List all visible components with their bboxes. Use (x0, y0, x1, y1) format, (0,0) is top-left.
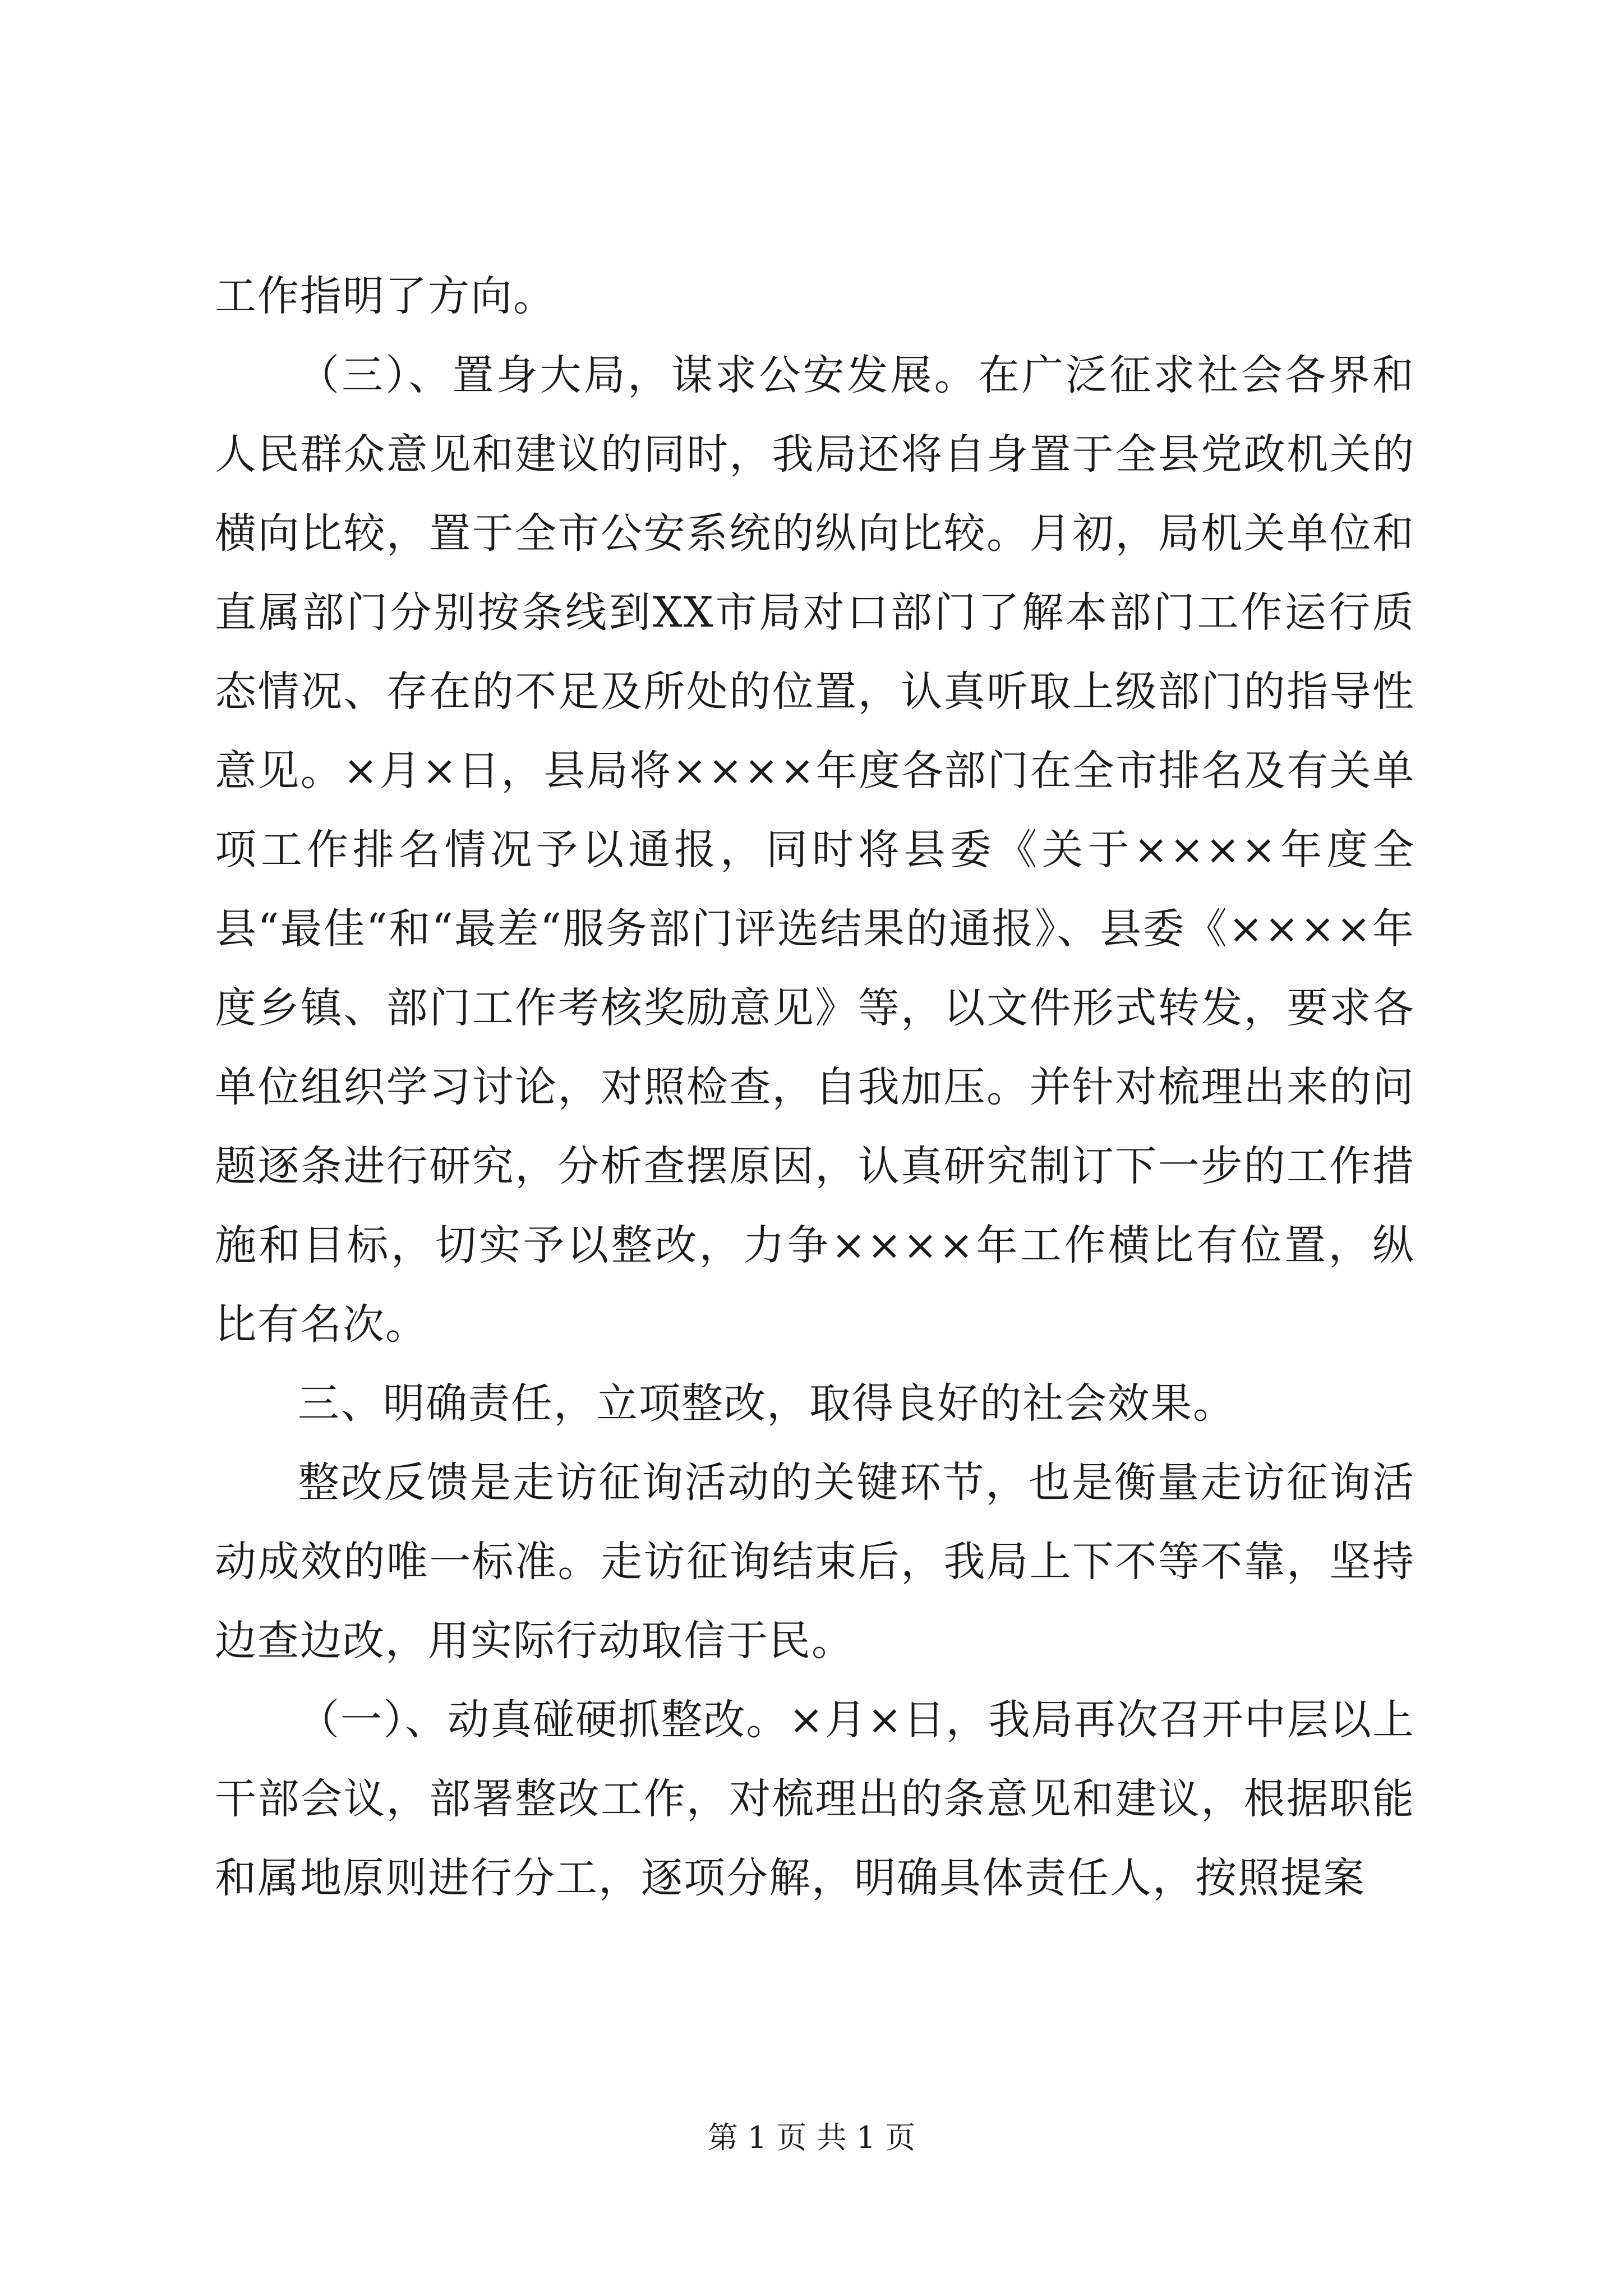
paragraph-section-1: （一）、动真碰硬抓整改。×月×日，我局再次召开中层以上干部会议，部署整改工作，对梳理出的条意见和建议，根据职能和属地原则进行分工，逐项分解，明确具体责任人，按照提案 (215, 1696, 1415, 1902)
page-footer: 第 1 页 共 1 页 (707, 2120, 916, 2155)
paragraph-rectification-intro: 整改反馈是走访征询活动的关键环节，也是衡量走访征询活动成效的唯一标准。走访征询结束后，我局上下不等不靠，坚持边查边改，用实际行动取信于民。 (215, 1458, 1415, 1665)
document-body (215, 257, 1415, 1918)
paragraph-continuation: 工作指明了方向。 (215, 272, 556, 320)
paragraph-section-3: （三）、置身大局，谋求公安发展。在广泛征求社会各界和人民群众意见和建议的同时，我局还将自身置于全县党政机关的横向比较，置于全市公安系统的纵向比较。月初，局机关单位和直属部门分别按条线到XX市局对口部门了解本部门工作运行质态情况、存在的不足及所处的位置，认真听取上级部门的指导性意见。×月×日，县局将××××年度各部门在全市排名及有关单项工作排名情况予以通报，同时将县委《关于××××年度全县“最佳“和“最差“服务部门评选结果的通报》、县委《××××年度乡镇、部门工作考核奖励意见》等，以文件形式转发，要求各单位组织学习讨论，对照检查，自我加压。并针对梳理出来的问题逐条进行研究，分析查摆原因，认真研究制订下一步的工作措施和目标，切实予以整改，力争××××年工作横比有位置，纵比有名次。 (215, 351, 1415, 1349)
heading-part-3: 三、明确责任，立项整改，取得良好的社会效果。 (298, 1379, 1235, 1428)
